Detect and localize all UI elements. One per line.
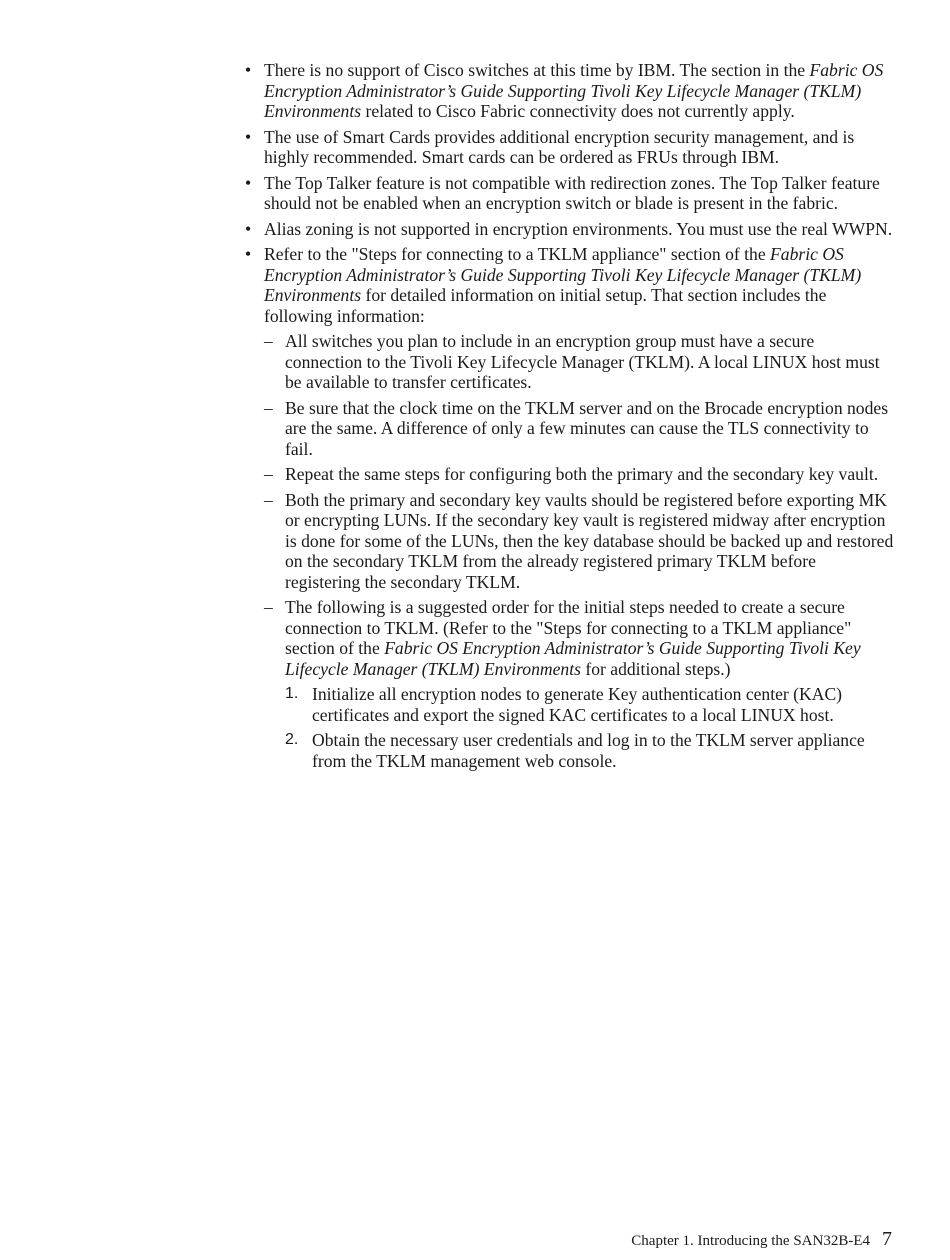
text-run: The Top Talker feature is not compatible with redirection zones. The Top Talker feature should not be enabled when an encryption switch or blade is present in the fabric.	[264, 172, 880, 213]
text-run: for detailed information on initial setup. That section includes the following information:	[264, 285, 827, 326]
dash-marker: –	[264, 464, 273, 484]
bullet-marker: •	[245, 172, 252, 193]
bullet-item-alias-zoning	[245, 219, 895, 240]
main-content	[245, 60, 895, 776]
bullet-item-top-talker	[245, 173, 895, 214]
dash-marker: –	[264, 597, 273, 617]
bullet-list	[245, 60, 895, 326]
bullet-item-tklm-steps	[245, 244, 895, 326]
step-number: 2.	[285, 731, 299, 748]
guide-title: Fabric OS Encryption Administrator’s Guide Supporting Tivoli Key Lifecycle Manager (TKLM) Environments	[264, 244, 862, 305]
text-run: Be sure that the clock time on the TKLM server and on the Brocade encryption nodes are the same. A difference of only a few minutes can cause the TLS connectivity to fail.	[285, 397, 889, 459]
bullet-item-smart-cards	[245, 127, 895, 168]
dash-marker: –	[264, 489, 273, 510]
step-number: 1.	[285, 685, 299, 702]
text-run: The use of Smart Cards provides additional encryption security management, and is highly recommended. Smart cards can be ordered as FRUs through IBM.	[264, 126, 855, 167]
text-run: for additional steps.)	[580, 658, 731, 679]
guide-title: Fabric OS Encryption Administrator’s Guide Supporting Tivoli Key Lifecycle Manager (TKLM) Environments	[285, 638, 861, 679]
bullet-marker: •	[245, 60, 252, 80]
bullet-item-cisco	[245, 60, 895, 122]
guide-title: Fabric OS Encryption Administrator’s Guide Supporting Tivoli Key Lifecycle Manager (TKLM) Environments	[264, 60, 884, 121]
dash-marker: –	[264, 397, 273, 418]
text-run: Initialize all encryption nodes to generate Key authentication center (KAC) certificates and export the signed KAC certificates to a local LINUX host.	[312, 684, 843, 725]
chapter-title: Chapter 1. Introducing the SAN32B-E4	[631, 1233, 870, 1249]
dash-item-suggested-order	[245, 597, 895, 679]
step-item-initialize-nodes	[245, 684, 895, 725]
page-footer	[631, 1228, 892, 1251]
dash-item-key-vaults	[245, 490, 895, 593]
text-run: Alias zoning is not supported in encryption environments. You must use the real WWPN.	[264, 218, 893, 239]
bullet-marker: •	[245, 218, 252, 239]
bullet-marker: •	[245, 244, 252, 264]
dash-marker: –	[264, 331, 273, 351]
dash-list	[245, 331, 895, 679]
text-run: related to Cisco Fabric connectivity does not currently apply.	[361, 101, 795, 121]
text-run: There is no support of Cisco switches at this time by IBM. The section in the	[264, 60, 810, 80]
text-run: Refer to the "Steps for connecting to a TKLM appliance" section of the	[264, 244, 771, 264]
text-run: All switches you plan to include in an encryption group must have a secure connection to the Tivoli Key Lifecycle Manager (TKLM). A local LINUX host must be available to transfer certificates.	[285, 331, 880, 392]
dash-item-clock-time	[245, 398, 895, 460]
bullet-marker: •	[245, 126, 252, 147]
text-run: The following is a suggested order for the initial steps needed to create a secure connection to TKLM. (Refer to the "Steps for connecting to a TKLM appliance" section of the	[285, 597, 852, 658]
text-run: Repeat the same steps for configuring both the primary and the secondary key vault.	[285, 464, 879, 484]
numbered-steps	[245, 684, 895, 771]
dash-item-secure-connection	[245, 331, 895, 393]
text-run: Both the primary and secondary key vaults should be registered before exporting MK or encrypting LUNs. If the secondary key vault is registered midway after encryption is done for some of the LUNs, then the key database should be backed up and restored on the secondary TKLM from the already registered primary TKLM before registering the secondary TKLM.	[285, 489, 894, 592]
step-item-obtain-credentials	[245, 730, 895, 771]
page-number: 7	[882, 1228, 892, 1250]
text-run: Obtain the necessary user credentials and log in to the TKLM server appliance from the TKLM management web console.	[312, 730, 865, 771]
dash-item-repeat-steps	[245, 464, 895, 485]
